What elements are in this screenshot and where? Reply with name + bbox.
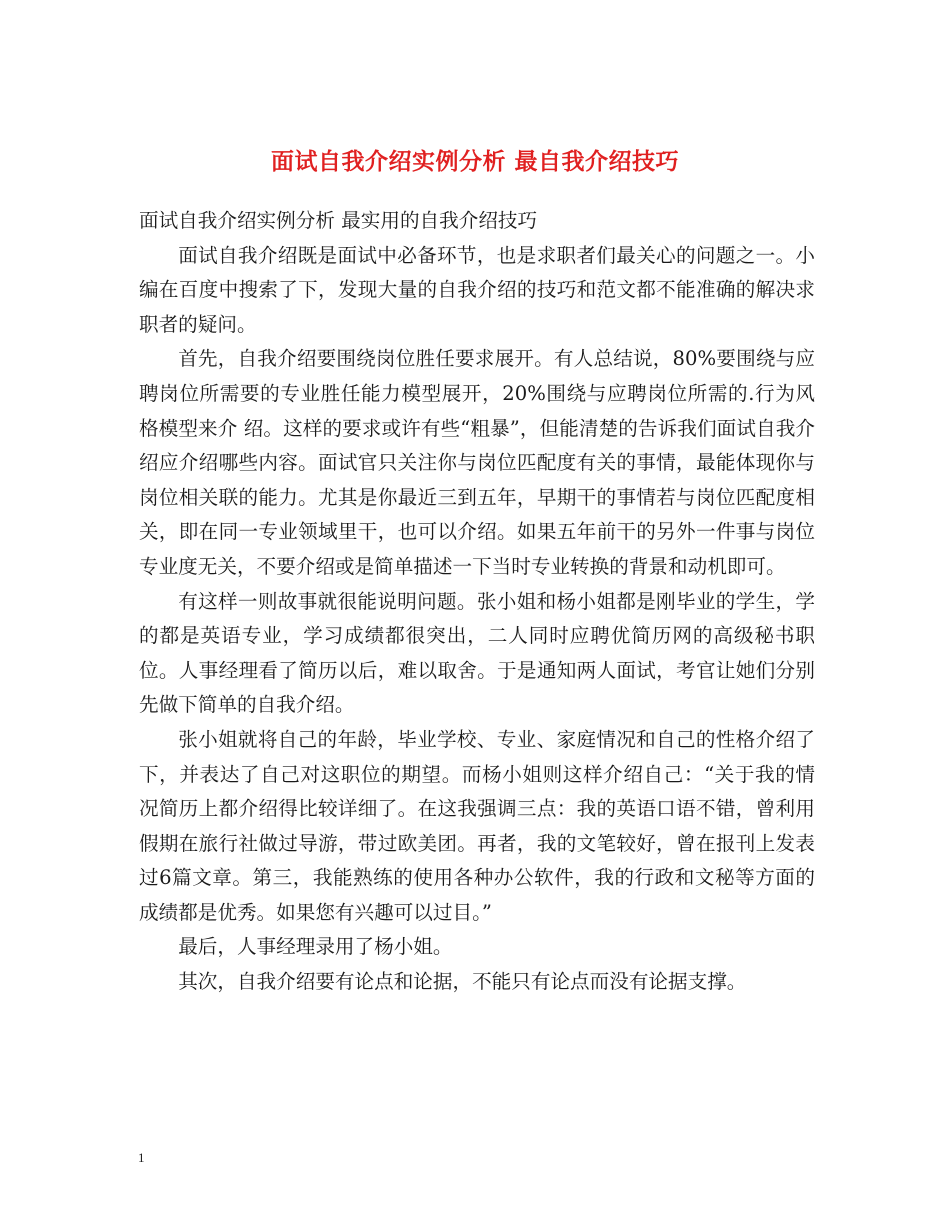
paragraph-intro: 面试自我介绍既是面试中必备环节，也是求职者们最关心的问题之一。小编在百度中搜索了下，发现大量的自我介绍的技巧和范文都不能准确的解决求职者的疑问。: [139, 243, 815, 336]
document-subtitle: 面试自我介绍实例分析 最实用的自我介绍技巧: [139, 209, 538, 232]
paragraph-story-detail: 张小姐就将自己的年龄，毕业学校、专业、家庭情况和自己的性格介绍了下，并表达了自己对这职位的期望。而杨小姐则这样介绍自己：“关于我的情况简历上都介绍得比较详细了。在这我强调三点：我的英语口语不错，曾利用假期在旅行社做过导游，带过欧美团。再者，我的文笔较好，曾在报刊上发表过6篇文章。第三，我能熟练的使用各种办公软件，我的行政和文秘等方面的成绩都是优秀。如果您有兴趣可以过目。”: [139, 727, 815, 924]
document-title: 面试自我介绍实例分析 最自我介绍技巧: [270, 149, 679, 176]
paragraph-story: 有这样一则故事就很能说明问题。张小姐和杨小姐都是刚毕业的学生，学的都是英语专业，学习成绩都很突出，二人同时应聘优简历网的高级秘书职位。人事经理看了简历以后，难以取舍。于是通知两人面试，考官让她们分别先做下简单的自我介绍。: [139, 589, 815, 717]
page-number: 1: [138, 1150, 145, 1165]
paragraph-second-point: 其次，自我介绍要有论点和论据，不能只有论点而没有论据支撑。: [178, 970, 747, 994]
document-body: [139, 204, 815, 1000]
paragraph-first-point: 首先，自我介绍要围绕岗位胜任要求展开。有人总结说，80%要围绕与应聘岗位所需要的专业胜任能力模型展开，20%围绕与应聘岗位所需的.行为风格模型来介 绍。这样的要求或许有些“粗暴”，但能清楚的告诉我们面试自我介绍应介绍哪些内容。面试官只关注你与岗位匹配度有关的事情，最能体现你与岗位相关联的能力。尤其是你最近三到五年，早期干的事情若与岗位匹配度相关，即在同一专业领域里干，也可以介绍。如果五年前干的另外一件事与岗位专业度无关，不要介绍或是简单描述一下当时专业转换的背景和动机即可。: [139, 347, 815, 578]
paragraph-outcome: 最后，人事经理录用了杨小姐。: [178, 935, 453, 959]
